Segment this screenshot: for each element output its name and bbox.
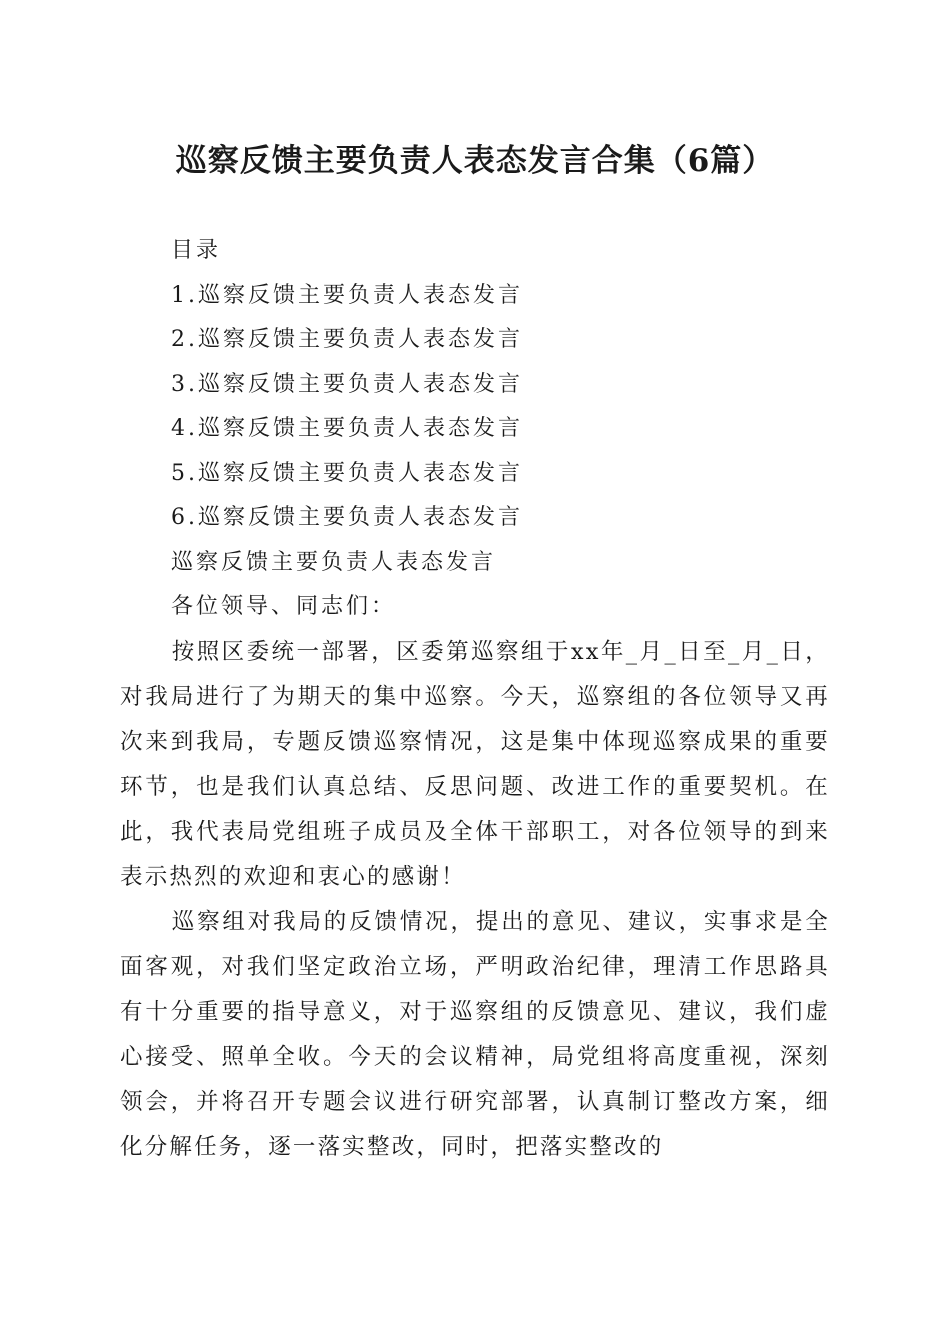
toc-item: 2.巡察反馈主要负责人表态发言 (171, 327, 523, 352)
document-body (120, 630, 830, 1170)
toc-item: 1.巡察反馈主要负责人表态发言 (171, 282, 523, 308)
document-title: 巡察反馈主要负责人表态发言合集（6篇） (175, 143, 775, 179)
salutation: 各位领导、同志们： (171, 594, 397, 619)
body-paragraph: 按照区委统一部署，区委第巡察组于xx年_月_日至_月_日，对我局进行了为期天的集中巡察。今天，巡察组的各位领导又再次来到我局，专题反馈巡察情况，这是集中体现巡察成果的重要环节，也是我们认真总结、反思问题、改进工作的重要契机。在此，我代表局党组班子成员及全体干部职工，对各位领导的到来表示热烈的欢迎和衷心的感谢！ (120, 639, 830, 890)
section-title: 巡察反馈主要负责人表态发言 (171, 549, 497, 575)
body-paragraph: 巡察组对我局的反馈情况，提出的意见、建议，实事求是全面客观，对我们坚定政治立场，严明政治纪律，理清工作思路具有十分重要的指导意义，对于巡察组的反馈意见、建议，我们虚心接受、照单全收。今天的会议精神，局党组将高度重视，深刻领会，并将召开专题会议进行研究部署，认真制订整改方案，细化分解任务，逐一落实整改，同时，把落实整改的 (120, 909, 830, 1160)
toc-item: 5.巡察反馈主要负责人表态发言 (171, 460, 523, 486)
table-of-contents (171, 229, 523, 630)
toc-item: 3.巡察反馈主要负责人表态发言 (171, 371, 523, 397)
toc-item: 4.巡察反馈主要负责人表态发言 (171, 416, 523, 441)
toc-item: 6.巡察反馈主要负责人表态发言 (171, 505, 523, 530)
toc-heading: 目录 (171, 238, 222, 263)
